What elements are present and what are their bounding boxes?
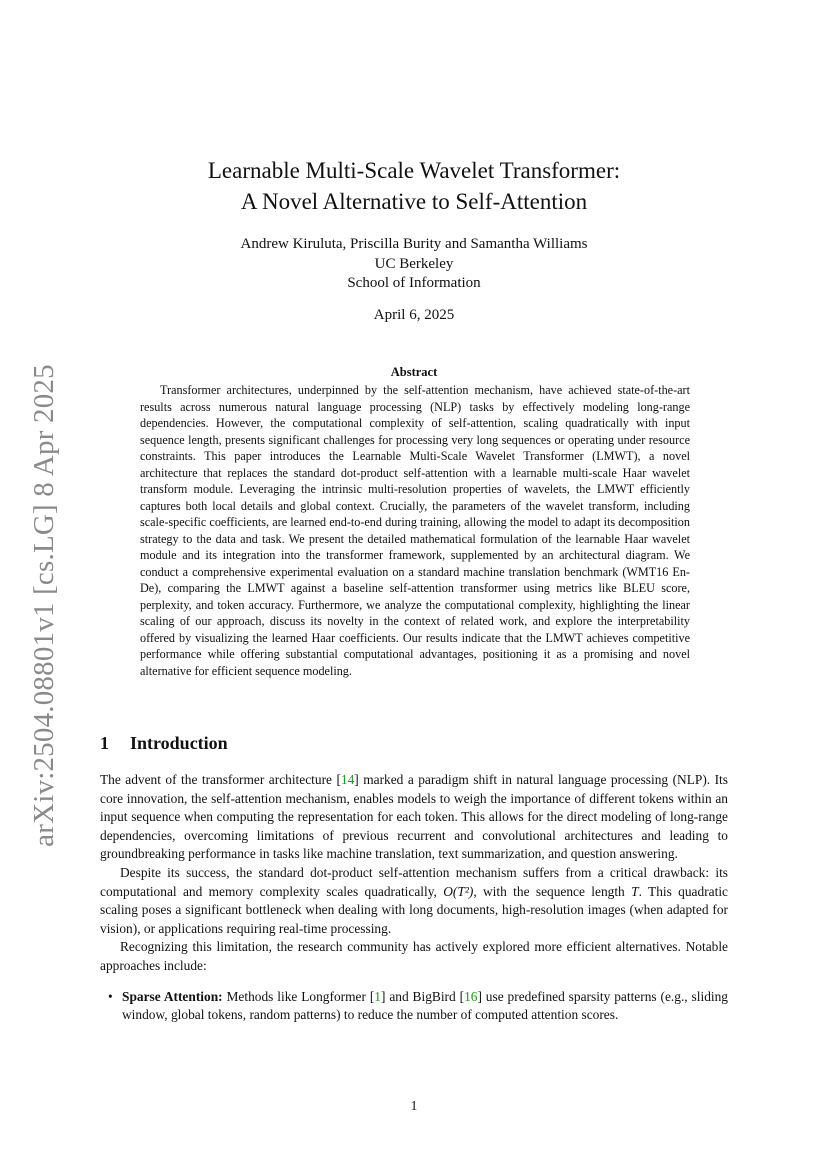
paper-title [100,155,728,217]
title-line-1: Learnable Multi-Scale Wavelet Transformer: [207,158,621,183]
abstract-heading: Abstract [390,365,438,379]
approaches-list [100,988,728,1025]
sequence-length-symbol: T [631,883,639,899]
paragraph-3: Recognizing this limitation, the research community has actively explored more efficient alternatives. Notable approaches include: [100,939,728,973]
citation-link-1[interactable]: 1 [374,988,381,1004]
list-item-text-a: Methods like Longformer [ [222,988,375,1004]
paragraph-2-text-c: . This quadratic scaling poses a significant bottleneck when dealing with long documents, high-resolution images (when adapted for vision), or applications requiring real-time processing. [100,883,728,936]
abstract-text: Transformer architectures, underpinned by the self-attention mechanism, have achieved state-of-the-art results across numerous natural language processing (NLP) tasks by effectively modeling long-range dependencies. However, the computational complexity of self-attention, scaling quadratically with input sequence length, presents significant challenges for processing very long sequences or operating under resource constraints. This paper introduces the Learnable Multi-Scale Wavelet Transformer (LMWT), a novel architecture that replaces the standard dot-product self-attention with a learnable multi-scale Haar wavelet transform module. Leveraging the intrinsic multi-resolution properties of wavelets, the LMWT efficiently captures both local details and global context. Crucially, the parameters of the wavelet transform, including scale-specific coefficients, are learned end-to-end during training, allowing the model to adapt its decomposition strategy to the data and task. We present the detailed mathematical formulation of the learnable Haar wavelet module and its integration into the transformer framework, supplemented by an architectural diagram. We conduct a comprehensive experimental evaluation on a standard machine translation benchmark (WMT16 En-De), comparing the LMWT against a baseline self-attention transformer using metrics like BLEU score, perplexity, and token accuracy. Furthermore, we analyze the computational complexity, highlighting the linear scaling of our approach, discuss its novelty in the context of related work, and explore the interpretability offered by visualizing the learned Haar coefficients. Our results indicate that the LMWT achieves competitive performance while offering substantial computational advantages, positioning it as a promising and novel alternative for efficient sequence modeling. [140,383,690,678]
paragraph-1-text-a: The advent of the transformer architecture [ [100,772,341,787]
paragraph-2-text-b: , with the sequence length [473,883,632,899]
paragraph-2-text-a: Despite its success, the standard dot-product self-attention mechanism suffers from a critical drawback: its computational and memory complexity scales quadratically, [100,864,728,899]
paragraph-2 [100,864,728,938]
arxiv-identifier-text: arXiv:2504.08801v1 [cs.LG] 8 Apr 2025 [27,363,60,847]
section-heading-introduction [100,733,228,754]
section-number: 1 [100,733,109,753]
section-title: Introduction [130,733,228,753]
introduction-body [100,771,728,1025]
author-block [100,235,728,294]
complexity-formula: O(T²) [443,883,474,899]
list-item-text-c: ] use predefined sparsity patterns (e.g., sliding window, global tokens, random patterns) to reduce the number of computed attention scores. [122,988,728,1023]
list-item-label: Sparse Attention: [122,988,223,1004]
list-item-sparse-attention [108,988,728,1025]
paragraph-1-text-b: ] marked a paradigm shift in natural language processing (NLP). Its core innovation, the self-attention mechanism, enables models to weigh the importance of different tokens within an input sequence when computing the representation for each token. This allows for the direct modeling of long-range dependencies, overcoming limitations of previous recurrent and convolutional architectures and leading to groundbreaking performance in tasks like machine translation, text summarization, and question answering. [100,772,728,862]
title-line-2: A Novel Alternative to Self-Attention [240,189,588,214]
bullet-marker: • [108,988,113,1004]
arxiv-identifier [14,363,74,847]
paragraph-1 [100,771,728,864]
paper-date: April 6, 2025 [373,307,455,323]
citation-link-16[interactable]: 16 [464,988,478,1004]
affiliation-school: School of Information [347,275,481,291]
author-names: Andrew Kiruluta, Priscilla Burity and Samantha Williams [240,236,588,252]
citation-link-14[interactable]: 14 [340,772,355,787]
affiliation-university: UC Berkeley [374,255,454,272]
page-number: 1 [410,1098,418,1113]
list-item-text-b: ] and BigBird [ [380,988,465,1004]
